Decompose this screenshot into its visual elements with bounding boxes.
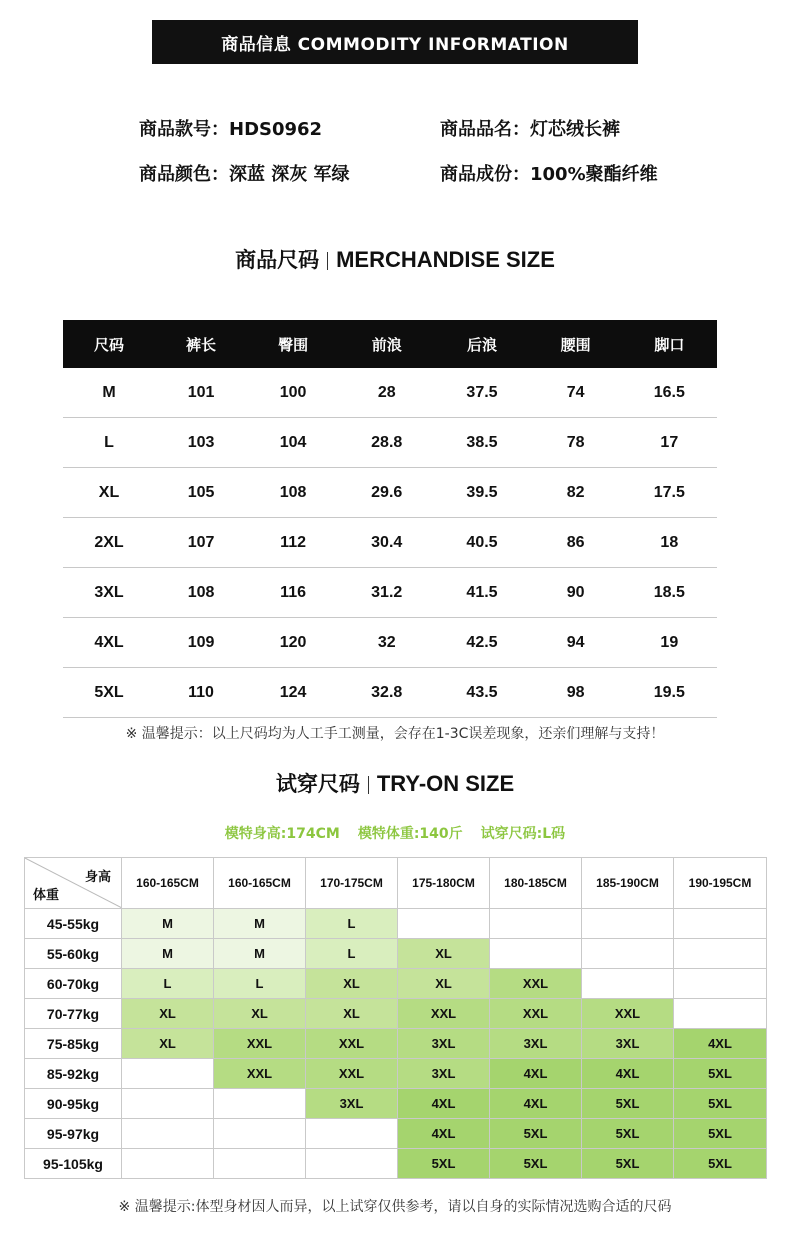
size-cell: 109: [155, 618, 247, 668]
tryon-size-cell: [674, 969, 767, 999]
size-header-cell: 腰围: [530, 320, 622, 368]
size-row: [63, 518, 717, 568]
tryon-size-cell: 5XL: [490, 1149, 582, 1179]
tryon-size-cell: 4XL: [674, 1029, 767, 1059]
tryon-size-title-en: TRY-ON SIZE: [376, 771, 515, 796]
size-cell: 78: [530, 418, 622, 468]
product-name: 商品品名：灯芯绒长裤: [440, 119, 620, 140]
size-cell: 107: [155, 518, 247, 568]
size-cell: 120: [247, 618, 339, 668]
size-table: [63, 320, 717, 718]
size-cell: 108: [155, 568, 247, 618]
tryon-height-header: 160-165CM: [214, 858, 306, 909]
size-row: [63, 618, 717, 668]
corner-height-label: 身高: [84, 870, 111, 885]
size-cell: 108: [247, 468, 339, 518]
tryon-size-cell: XXL: [306, 1029, 398, 1059]
tryon-size-cell: XL: [306, 969, 398, 999]
tryon-height-header: 185-190CM: [582, 858, 674, 909]
title-divider: [368, 776, 369, 794]
tryon-size-cell: [214, 1089, 306, 1119]
size-cell: 2XL: [63, 518, 155, 568]
size-cell: 41.5: [434, 568, 529, 618]
tryon-size-cell: [214, 1149, 306, 1179]
tryon-size-cell: 5XL: [582, 1089, 674, 1119]
size-header-cell: 前浪: [339, 320, 434, 368]
tryon-note: ※ 温馨提示:体型身材因人而异，以上试穿仅供参考，请以自身的实际情况选购合适的尺码: [118, 1199, 672, 1215]
tryon-size-cell: 5XL: [674, 1059, 767, 1089]
tryon-size-cell: 5XL: [674, 1149, 767, 1179]
tryon-size-cell: [490, 939, 582, 969]
size-cell: M: [63, 368, 155, 418]
tryon-size-cell: [582, 939, 674, 969]
tryon-row: [25, 969, 767, 999]
tryon-height-header: 175-180CM: [398, 858, 490, 909]
tryon-size-cell: XL: [122, 1029, 214, 1059]
tryon-size-cell: 5XL: [674, 1119, 767, 1149]
tryon-height-header: 180-185CM: [490, 858, 582, 909]
size-cell: 17: [622, 418, 717, 468]
tryon-size-cell: XXL: [306, 1059, 398, 1089]
tryon-size-cell: [582, 969, 674, 999]
corner-weight-label: 体重: [33, 888, 60, 903]
tryon-height-header: 170-175CM: [306, 858, 398, 909]
tryon-size-cell: XXL: [214, 1059, 306, 1089]
tryon-size-cell: XXL: [582, 999, 674, 1029]
tryon-table: [24, 857, 767, 1179]
tryon-row: [25, 1119, 767, 1149]
tryon-size-cell: XL: [398, 939, 490, 969]
size-cell: 32: [339, 618, 434, 668]
size-cell: 74: [530, 368, 622, 418]
size-cell: 32.8: [339, 668, 434, 718]
tryon-weight-cell: 90-95kg: [25, 1089, 122, 1119]
tryon-row: [25, 1149, 767, 1179]
merchandise-size-title-en: MERCHANDISE SIZE: [336, 247, 555, 272]
tryon-size-cell: [398, 909, 490, 939]
model-info: [0, 823, 790, 843]
size-cell: 94: [530, 618, 622, 668]
tryon-size-title: [0, 768, 790, 798]
size-cell: 110: [155, 668, 247, 718]
product-material: 商品成份：100%聚酯纤维: [440, 164, 658, 185]
tryon-row: [25, 939, 767, 969]
tryon-size-cell: [306, 1119, 398, 1149]
size-cell: 19.5: [622, 668, 717, 718]
tryon-size-cell: XL: [398, 969, 490, 999]
size-table-header: [63, 320, 717, 368]
size-header-cell: 脚口: [622, 320, 717, 368]
size-cell: 82: [530, 468, 622, 518]
tryon-corner-cell: [25, 858, 122, 909]
size-cell: 3XL: [63, 568, 155, 618]
tryon-size-cell: M: [122, 909, 214, 939]
size-cell: 42.5: [434, 618, 529, 668]
tryon-size-cell: XXL: [490, 969, 582, 999]
tryon-size-cell: XL: [122, 999, 214, 1029]
size-cell: 43.5: [434, 668, 529, 718]
tryon-weight-cell: 70-77kg: [25, 999, 122, 1029]
tryon-size-cell: XXL: [398, 999, 490, 1029]
size-cell: 17.5: [622, 468, 717, 518]
tryon-row: [25, 1089, 767, 1119]
size-cell: 104: [247, 418, 339, 468]
size-cell: 100: [247, 368, 339, 418]
size-cell: 124: [247, 668, 339, 718]
model-weight: 模特体重:140斤: [357, 826, 463, 842]
tryon-size-cell: 5XL: [490, 1119, 582, 1149]
model-size: 试穿尺码:L码: [480, 826, 566, 842]
size-cell: 18: [622, 518, 717, 568]
size-cell: 40.5: [434, 518, 529, 568]
tryon-size-cell: XL: [306, 999, 398, 1029]
size-cell: L: [63, 418, 155, 468]
size-row: [63, 568, 717, 618]
model-height: 模特身高:174CM: [224, 826, 340, 842]
size-note: ※ 温馨提示：以上尺码均为人工手工测量，会存在1-3C误差现象，还亲们理解与支持！: [125, 726, 665, 742]
size-cell: 28: [339, 368, 434, 418]
tryon-size-cell: L: [306, 909, 398, 939]
size-cell: 18.5: [622, 568, 717, 618]
size-header-cell: 裤长: [155, 320, 247, 368]
tryon-size-cell: 4XL: [490, 1089, 582, 1119]
title-divider: [327, 252, 328, 270]
size-cell: 90: [530, 568, 622, 618]
tryon-size-cell: 4XL: [398, 1089, 490, 1119]
tryon-size-cell: 5XL: [398, 1149, 490, 1179]
tryon-size-cell: 3XL: [398, 1029, 490, 1059]
size-row: [63, 368, 717, 418]
tryon-weight-cell: 55-60kg: [25, 939, 122, 969]
tryon-size-cell: [214, 1119, 306, 1149]
tryon-size-cell: [306, 1149, 398, 1179]
size-cell: 16.5: [622, 368, 717, 418]
tryon-size-cell: [122, 1059, 214, 1089]
tryon-size-cell: [122, 1149, 214, 1179]
tryon-height-header: 160-165CM: [122, 858, 214, 909]
tryon-size-cell: [122, 1089, 214, 1119]
size-cell: 28.8: [339, 418, 434, 468]
tryon-height-header: 190-195CM: [674, 858, 767, 909]
tryon-size-cell: 4XL: [490, 1059, 582, 1089]
tryon-size-cell: M: [214, 939, 306, 969]
tryon-size-cell: XXL: [490, 999, 582, 1029]
tryon-size-cell: 4XL: [398, 1119, 490, 1149]
tryon-row: [25, 1029, 767, 1059]
size-cell: 112: [247, 518, 339, 568]
merchandise-size-title: [0, 244, 790, 274]
product-colors: 商品颜色：深蓝 深灰 军绿: [139, 164, 350, 185]
size-row: [63, 468, 717, 518]
tryon-table-header: [25, 858, 767, 909]
size-cell: XL: [63, 468, 155, 518]
tryon-weight-cell: 60-70kg: [25, 969, 122, 999]
tryon-weight-cell: 45-55kg: [25, 909, 122, 939]
tryon-size-cell: 4XL: [582, 1059, 674, 1089]
size-cell: 30.4: [339, 518, 434, 568]
size-cell: 101: [155, 368, 247, 418]
size-row: [63, 668, 717, 718]
tryon-row: [25, 909, 767, 939]
size-header-cell: 尺码: [63, 320, 155, 368]
commodity-info-banner: 商品信息 COMMODITY INFORMATION: [152, 20, 638, 64]
tryon-size-cell: [674, 909, 767, 939]
tryon-size-cell: [490, 909, 582, 939]
size-cell: 105: [155, 468, 247, 518]
size-cell: 86: [530, 518, 622, 568]
tryon-size-title-cn: 试穿尺码: [275, 772, 360, 796]
tryon-weight-cell: 95-105kg: [25, 1149, 122, 1179]
tryon-size-cell: [674, 939, 767, 969]
style-number: 商品款号：HDS0962: [139, 119, 323, 140]
size-cell: 29.6: [339, 468, 434, 518]
tryon-size-cell: [674, 999, 767, 1029]
tryon-size-cell: M: [214, 909, 306, 939]
tryon-size-cell: 5XL: [582, 1119, 674, 1149]
tryon-size-cell: [582, 909, 674, 939]
size-header-cell: 臀围: [247, 320, 339, 368]
size-row: [63, 418, 717, 468]
tryon-size-cell: 5XL: [674, 1089, 767, 1119]
size-cell: 38.5: [434, 418, 529, 468]
tryon-weight-cell: 85-92kg: [25, 1059, 122, 1089]
size-cell: 5XL: [63, 668, 155, 718]
size-cell: 37.5: [434, 368, 529, 418]
merchandise-size-title-cn: 商品尺码: [235, 248, 320, 272]
tryon-size-cell: L: [122, 969, 214, 999]
tryon-size-cell: M: [122, 939, 214, 969]
tryon-size-cell: XL: [214, 999, 306, 1029]
tryon-weight-cell: 95-97kg: [25, 1119, 122, 1149]
tryon-size-cell: L: [306, 939, 398, 969]
tryon-size-cell: 5XL: [582, 1149, 674, 1179]
tryon-size-cell: 3XL: [398, 1059, 490, 1089]
tryon-row: [25, 1059, 767, 1089]
tryon-size-cell: 3XL: [582, 1029, 674, 1059]
size-cell: 4XL: [63, 618, 155, 668]
tryon-size-cell: [122, 1119, 214, 1149]
tryon-size-cell: 3XL: [306, 1089, 398, 1119]
tryon-size-cell: L: [214, 969, 306, 999]
tryon-size-cell: XXL: [214, 1029, 306, 1059]
size-cell: 98: [530, 668, 622, 718]
tryon-row: [25, 999, 767, 1029]
size-cell: 39.5: [434, 468, 529, 518]
tryon-size-cell: 3XL: [490, 1029, 582, 1059]
size-cell: 116: [247, 568, 339, 618]
size-cell: 103: [155, 418, 247, 468]
size-cell: 19: [622, 618, 717, 668]
size-cell: 31.2: [339, 568, 434, 618]
tryon-weight-cell: 75-85kg: [25, 1029, 122, 1059]
size-header-cell: 后浪: [434, 320, 529, 368]
